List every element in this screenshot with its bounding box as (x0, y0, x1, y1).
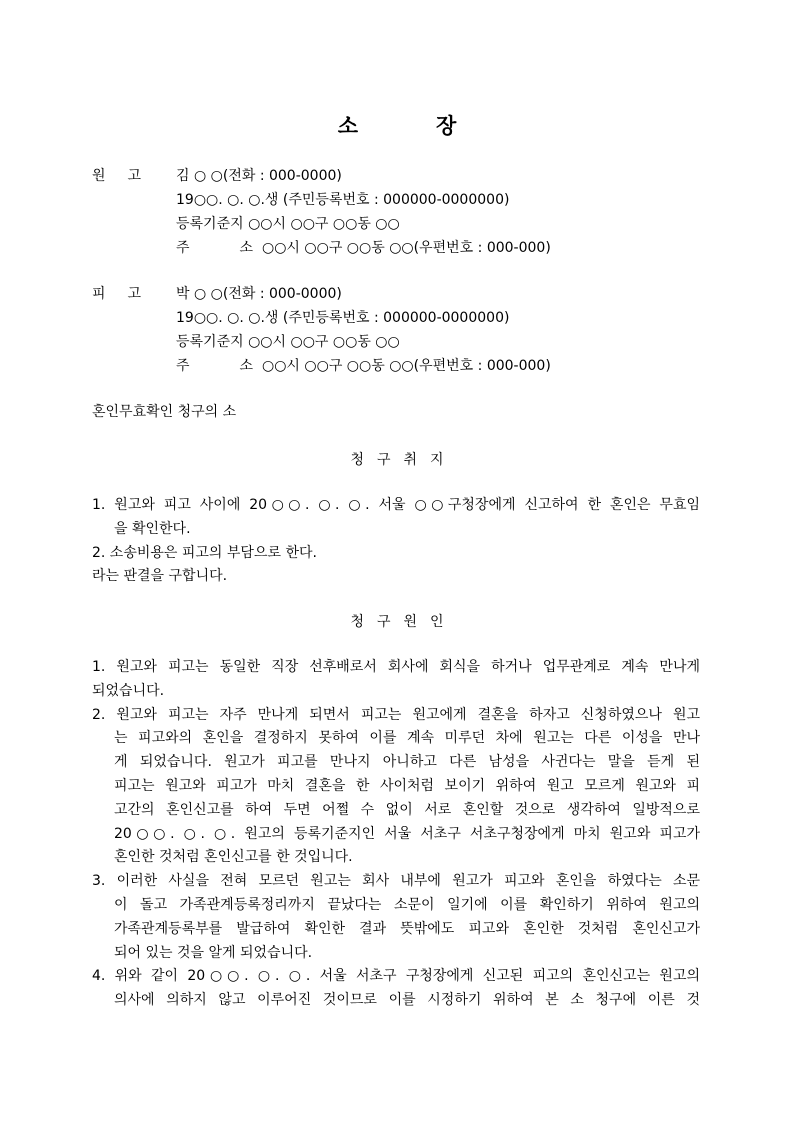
claim-cause-line: 3. 이러한 사실을 전혀 모르던 원고는 회사 내부에 원고가 피고와 혼인을 하였다는 소문 (92, 873, 700, 890)
claim-purpose-line: 1. 원고와 피고 사이에 20○○. ○. ○. 서울 ○○구청장에게 신고하여 한 혼인은 무효임 (92, 497, 700, 513)
title-char-right: 장 (436, 114, 457, 138)
case-name: 혼인무효확인 청구의 소 (92, 404, 237, 420)
claim-purpose-line: 을 확인한다. (114, 520, 191, 537)
defendant-role-label: 피 고 (92, 286, 142, 302)
claim-cause-line: 20○○. ○. ○. 원고의 등록기준지인 서울 서초구 서초구청장에게 마치 원고와 피고가 (114, 825, 700, 842)
claim-cause-line: 2. 원고와 피고는 자주 만나게 되면서 피고는 원고에게 결혼을 하자고 신청하였으나 원고 (92, 706, 700, 723)
plaintiff-role-label: 원 고 (92, 168, 142, 184)
defendant-address-label: 주 소 (176, 358, 254, 374)
plaintiff-address: 주 소 ○○시 ○○구 ○○동 ○○(우편번호 : 000-000) (176, 240, 551, 256)
claim-purpose-heading: 청구취지 (350, 452, 457, 468)
claim-cause-line: 의사에 의하지 않고 이루어진 것이므로 이를 시정하기 위하여 본 소 청구에 이른 것 (114, 992, 700, 1009)
claim-cause-line: 혼인한 것처럼 혼인신고를 한 것입니다. (114, 849, 353, 866)
claim-purpose-line: 라는 판결을 구합니다. (92, 568, 228, 585)
defendant-birth: 19○○. ○. ○.생 (주민등록번호 : 000000-0000000) (176, 310, 510, 326)
claim-cause-heading: 청구원인 (350, 614, 457, 630)
claim-purpose-body (92, 494, 700, 589)
claim-cause-line: 고간의 혼인신고를 하여 두면 어쩔 수 없이 서로 혼인할 것으로 생각하여 일방적으로 (114, 801, 700, 818)
claim-cause-line: 1. 원고와 피고는 동일한 직장 선후배로서 회사에 회식을 하거나 업무관계로 계속 만나게 (92, 659, 700, 675)
claim-cause-body (92, 656, 700, 1013)
document-title (0, 110, 794, 140)
defendant-name: 박 ○ ○(전화 : 000-0000) (176, 286, 342, 302)
title-char-left: 소 (337, 114, 358, 138)
claim-cause-line: 는 피고와의 혼인을 결정하지 못하여 이를 계속 미루던 차에 원고는 다른 이성을 만나 (114, 730, 700, 747)
claim-cause-line: 게 되었습니다. 원고가 피고를 만나지 아니하고 다른 남성을 사귄다는 말을 듣게 된 (114, 754, 700, 771)
claim-cause-line: 4. 위와 같이 20○○. ○. ○. 서울 서초구 구청장에게 신고된 피고의 혼인신고는 원고의 (92, 968, 700, 985)
defendant-registry: 등록기준지 ○○시 ○○구 ○○동 ○○ (176, 334, 400, 350)
claim-cause-line: 이 돌고 가족관계등록정리까지 끝났다는 소문이 일기에 이를 확인하기 위하여 원고의 (114, 896, 700, 913)
claim-cause-line: 가족관계등록부를 발급하여 확인한 결과 뜻밖에도 피고와 혼인한 것처럼 혼인신고가 (114, 920, 700, 937)
claim-purpose-line: 2. 소송비용은 피고의 부담으로 한다. (92, 544, 317, 561)
claim-cause-line: 피고는 원고와 피고가 마치 결혼을 한 사이처럼 보이기 위하여 원고 모르게 원고와 피 (114, 777, 700, 794)
defendant-address: 주 소 ○○시 ○○구 ○○동 ○○(우편번호 : 000-000) (176, 358, 551, 374)
plaintiff-name: 김 ○ ○(전화 : 000-0000) (176, 168, 342, 184)
plaintiff-registry: 등록기준지 ○○시 ○○구 ○○동 ○○ (176, 216, 400, 232)
claim-cause-line: 되어 있는 것을 알게 되었습니다. (114, 944, 313, 961)
plaintiff-birth: 19○○. ○. ○.생 (주민등록번호 : 000000-0000000) (176, 192, 510, 208)
claim-cause-line: 되었습니다. (92, 682, 165, 699)
plaintiff-address-label: 주 소 (176, 240, 254, 256)
